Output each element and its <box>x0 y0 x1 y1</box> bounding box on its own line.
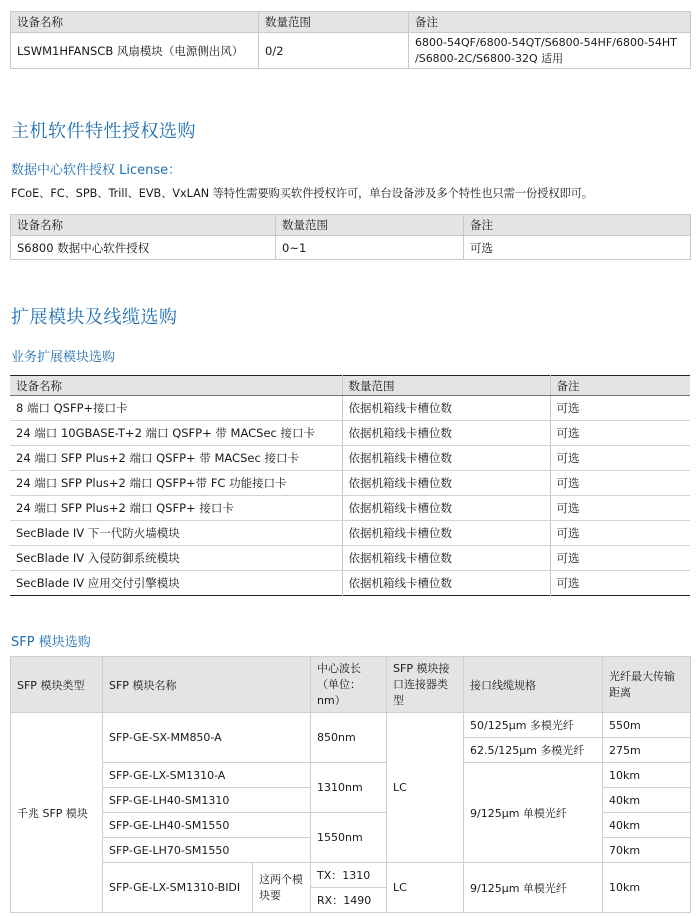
fan-note-line1: 6800-54QF/6800-54QT/S6800-54HF/6800-54HT <box>415 35 677 49</box>
sfp-distance-bidi: 10km <box>603 863 691 913</box>
sfp-module-bidi: SFP-GE-LX-SM1310-BIDI <box>103 863 253 913</box>
sfp-module-lh40-1550: SFP-GE-LH40-SM1550 <box>103 813 311 838</box>
sfp-header-cable: 接口线缆规格 <box>464 657 603 713</box>
expansion-name: 24 端口 SFP Plus+2 端口 QSFP+ 接口卡 <box>10 496 342 521</box>
sfp-cable-sm: 9/125μm 单模光纤 <box>464 763 603 863</box>
expansion-qty: 依据机箱线卡槽位数 <box>342 396 550 421</box>
expansion-qty: 依据机箱线卡槽位数 <box>342 421 550 446</box>
expansion-name: 24 端口 10GBASE-T+2 端口 QSFP+ 带 MACSec 接口卡 <box>10 421 342 446</box>
expansion-qty: 依据机箱线卡槽位数 <box>342 471 550 496</box>
sfp-distance-40km-b: 40km <box>603 813 691 838</box>
fan-module-table <box>10 11 691 69</box>
sfp-table <box>10 656 691 913</box>
expansion-note: 可选 <box>550 446 690 471</box>
table-row <box>10 446 690 471</box>
license-header-qty: 数量范围 <box>276 215 464 236</box>
table-row <box>10 546 690 571</box>
expansion-subtitle: 业务扩展模块选购 <box>11 350 116 365</box>
license-name: S6800 数据中心软件授权 <box>11 236 276 260</box>
license-header-note: 备注 <box>464 215 691 236</box>
table-row <box>10 421 690 446</box>
expansion-table <box>10 375 690 596</box>
sfp-distance-550: 550m <box>603 713 691 738</box>
sfp-cable-mm50: 50/125μm 多模光纤 <box>464 713 603 738</box>
sfp-bidi-note: 这两个模块要 <box>253 863 311 913</box>
expansion-header-name: 设备名称 <box>10 376 342 396</box>
expansion-qty: 依据机箱线卡槽位数 <box>342 571 550 596</box>
license-table <box>10 214 691 260</box>
header-note: 备注 <box>409 12 691 33</box>
fan-note <box>409 33 691 69</box>
sfp-subtitle: SFP 模块选购 <box>11 635 91 650</box>
fan-note-line2: /S6800-2C/S6800-32Q 适用 <box>415 51 564 65</box>
expansion-qty: 依据机箱线卡槽位数 <box>342 521 550 546</box>
expansion-note: 可选 <box>550 471 690 496</box>
license-note: 可选 <box>464 236 691 260</box>
sfp-wavelength-1550: 1550nm <box>311 813 387 863</box>
sfp-module-lh40-1310: SFP-GE-LH40-SM1310 <box>103 788 311 813</box>
sfp-header-distance: 光纤最大传输距离 <box>603 657 691 713</box>
sfp-module-lx: SFP-GE-LX-SM1310-A <box>103 763 311 788</box>
fan-name: LSWM1HFANSCB 风扇模块（电源侧出风） <box>11 33 259 69</box>
expansion-note: 可选 <box>550 571 690 596</box>
table-row <box>10 471 690 496</box>
table-row <box>10 521 690 546</box>
sfp-module-type: 千兆 SFP 模块 <box>11 713 103 913</box>
sfp-header-connector: SFP 模块接口连接器类型 <box>387 657 464 713</box>
expansion-name: SecBlade IV 应用交付引擎模块 <box>16 576 180 590</box>
sfp-distance-70km: 70km <box>603 838 691 863</box>
sfp-module-lh70: SFP-GE-LH70-SM1550 <box>103 838 311 863</box>
sfp-connector-lc-bidi: LC <box>387 863 464 913</box>
expansion-note: 可选 <box>550 521 690 546</box>
sfp-header-name: SFP 模块名称 <box>103 657 311 713</box>
expansion-note: 可选 <box>550 396 690 421</box>
sfp-cable-mm62: 62.5/125μm 多模光纤 <box>464 738 603 763</box>
sfp-distance-40km-a: 40km <box>603 788 691 813</box>
fan-qty: 0/2 <box>259 33 409 69</box>
license-subtitle: 数据中心软件授权 License： <box>11 163 182 178</box>
table-row <box>10 496 690 521</box>
sfp-wavelength-850: 850nm <box>311 713 387 763</box>
license-section-title: 主机软件特性授权选购 <box>11 121 196 142</box>
sfp-header-wavelength: 中心波长（单位：nm） <box>311 657 387 713</box>
table-row <box>10 396 690 421</box>
expansion-name: SecBlade IV 下一代防火墙模块 <box>10 521 342 546</box>
expansion-section-title: 扩展模块及线缆选购 <box>11 307 178 328</box>
header-device-name: 设备名称 <box>11 12 259 33</box>
license-header-name: 设备名称 <box>11 215 276 236</box>
expansion-qty: 依据机箱线卡槽位数 <box>342 546 550 571</box>
expansion-name: 24 端口 SFP Plus+2 端口 QSFP+ 带 MACSec 接口卡 <box>10 446 342 471</box>
license-description: FCoE、FC、SPB、Trill、EVB、VxLAN 等特性需要购买软件授权许可，单台设备涉及多个特性也只需一份授权即可。 <box>11 187 594 200</box>
table-row <box>10 571 690 596</box>
expansion-header-note: 备注 <box>550 376 690 396</box>
sfp-cable-sm-bidi: 9/125μm 单模光纤 <box>464 863 603 913</box>
license-qty: 0~1 <box>276 236 464 260</box>
expansion-qty: 依据机箱线卡槽位数 <box>342 446 550 471</box>
expansion-name: 8 端口 QSFP+接口卡 <box>10 396 342 421</box>
sfp-distance-10km: 10km <box>603 763 691 788</box>
expansion-note: 可选 <box>550 421 690 446</box>
sfp-header-type: SFP 模块类型 <box>11 657 103 713</box>
expansion-qty: 依据机箱线卡槽位数 <box>342 496 550 521</box>
header-qty: 数量范围 <box>259 12 409 33</box>
expansion-header-qty: 数量范围 <box>342 376 550 396</box>
sfp-connector-lc: LC <box>387 713 464 863</box>
sfp-distance-275: 275m <box>603 738 691 763</box>
expansion-note: 可选 <box>550 546 690 571</box>
expansion-name: 24 端口 SFP Plus+2 端口 QSFP+带 FC 功能接口卡 <box>10 471 342 496</box>
expansion-name: SecBlade IV 入侵防御系统模块 <box>10 546 342 571</box>
sfp-wavelength-tx: TX：1310 <box>311 863 387 888</box>
sfp-module-sx: SFP-GE-SX-MM850-A <box>103 713 311 763</box>
expansion-note: 可选 <box>550 496 690 521</box>
sfp-wavelength-rx: RX：1490 <box>311 888 387 913</box>
sfp-wavelength-1310: 1310nm <box>311 763 387 813</box>
